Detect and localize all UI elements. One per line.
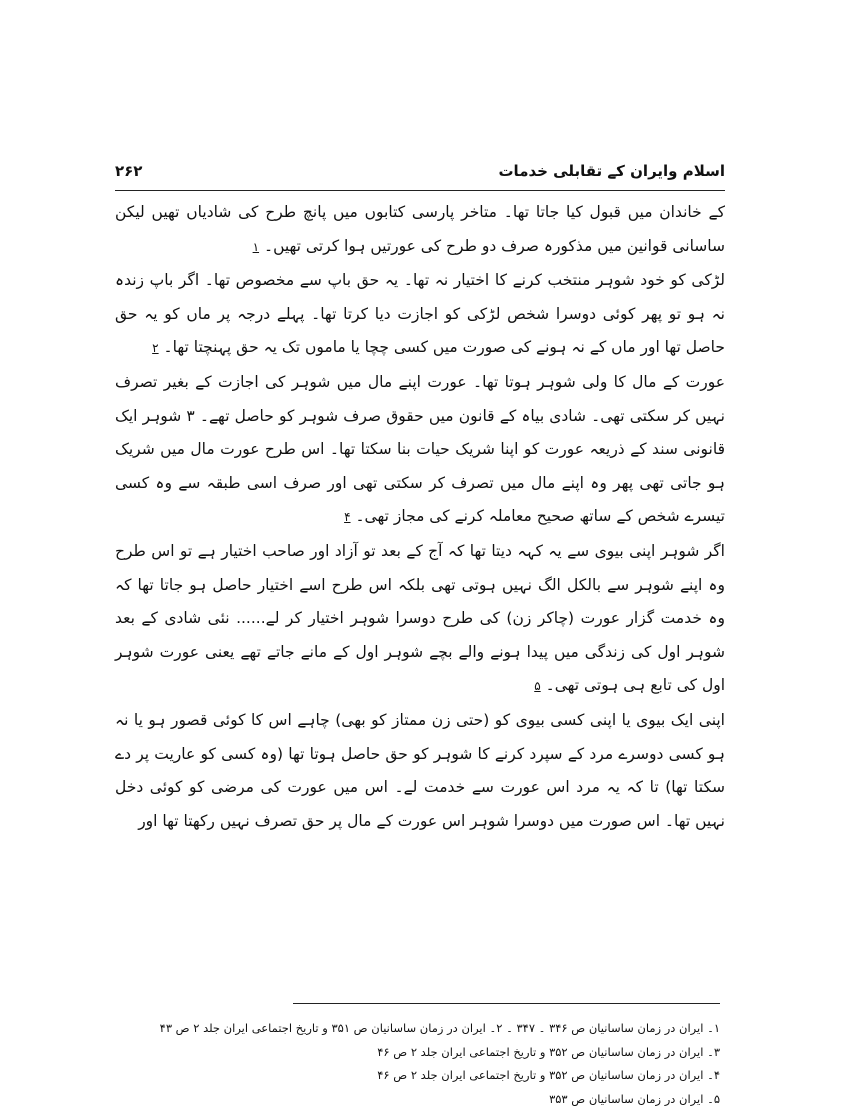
paragraph [115, 704, 725, 838]
body-text [115, 196, 725, 838]
paragraph-text: اگر شوہر اپنی بیوی سے یہ کہہ دیتا تھا کہ آج کے بعد تو آزاد اور صاحب اختیار ہے تو اس طرح وہ اپنے شوہر سے بالکل الگ نہیں ہوتی تھی بلکہ اس طرح اسے اختیار حاصل ہو جاتا تھا کہ وہ خدمت گزار عورت (چاکر زن) کی طرح دوسرا شوہر اختیار کر لے...... نئی شادی کے بعد شوہر اول کی زندگی میں پیدا ہونے والے بچے شوہر اول کے مانے جاتے تھے یعنی عورت شوہر اول کی تابع ہی ہوتی تھی۔ [115, 542, 725, 694]
running-header [115, 160, 725, 190]
paragraph-text: لڑکی کو خود شوہر منتخب کرنے کا اختیار نہ تھا۔ یہ حق باپ سے مخصوص تھا۔ اگر باپ زندہ نہ ہو تو پھر کوئی دوسرا شخص لڑکی کو اجازت دیا کرتا تھا۔ پہلے درجہ پر ماں کو یہ حق حاصل تھا اور ماں کے نہ ہونے کی صورت میں کسی چچا یا ماموں تک یہ حق پہنچتا تھا۔ [115, 271, 725, 356]
paragraph-text: اپنی ایک بیوی یا اپنی کسی بیوی کو (حتی زن ممتاز کو بھی) چاہے اس کا کوئی قصور ہو یا نہ ہو کسی دوسرے مرد کے سپرد کرنے کا شوہر کو حق حاصل ہوتا تھا (وہ کسی کو عاریت پر دے سکتا تھا) تا کہ یہ مرد اس عورت سے خدمت لے۔ اس میں عورت کی مرضی کو کوئی دخل نہیں تھا۔ اس صورت میں دوسرا شوہر اس عورت کے مال پر حق تصرف نہیں رکھتا تھا اور [115, 711, 725, 830]
footnote-ref: ۱ [253, 240, 259, 254]
footnote-rule [293, 1003, 720, 1004]
footnote: ۴۔ ایران در زمان ساسانیان ص ۳۵۲ و تاریخ اجتماعی ایران جلد ۲ ص ۴۶ [160, 1064, 720, 1088]
footnote-ref: ۴ [344, 510, 350, 524]
footnote: ۳۔ ایران در زمان ساسانیان ص ۳۵۲ و تاریخ اجتماعی ایران جلد ۲ ص ۴۶ [160, 1041, 720, 1065]
paragraph [115, 196, 725, 264]
footnote-ref: ۲ [152, 341, 158, 355]
paragraph [115, 535, 725, 704]
header-rule [115, 190, 725, 191]
page-number: ۲۶۲ [115, 162, 142, 180]
paragraph [115, 366, 725, 535]
footnote: ۱۔ ایران در زمان ساسانیان ص ۳۴۶ ۔ ۳۴۷ ۔ ۲۔ ایران در زمان ساسانیان ص ۳۵۱ و تاریخ اجتماعی ایران جلد ۲ ص ۴۳ [160, 1017, 720, 1041]
paragraph-text: عورت کے مال کا ولی شوہر ہوتا تھا۔ عورت اپنے مال میں شوہر کی اجازت کے بغیر تصرف نہیں کر سکتی تھی۔ شادی بیاہ کے قانون میں حقوق صرف شوہر کو حاصل تھے۔ ۳ شوہر ایک قانونی سند کے ذریعہ عورت کو اپنا شریک حیات بنا سکتا تھا۔ اس طرح عورت مال میں شریک ہو جاتی تھی پھر وہ اپنے مال میں تصرف کر سکتی تھی اور صرف اسی طبقہ سے وہ کسی تیسرے شخص کے ساتھ صحیح معاملہ کرنے کی مجاز تھی۔ [115, 373, 725, 525]
paragraph [115, 264, 725, 366]
footnote: ۵۔ ایران در زمان ساسانیان ص ۳۵۳ [160, 1088, 720, 1111]
header-title: اسلام وایران کے تقابلی خدمات [498, 162, 725, 180]
footnote-ref: ۵ [534, 679, 540, 693]
paragraph-text: کے خاندان میں قبول کیا جاتا تھا۔ متاخر پارسی کتابوں میں پانچ طرح کی شادیاں تھیں لیکن ساسانی قوانین میں مذکورہ صرف دو طرح کی عورتیں ہوا کرتی تھیں۔ [115, 203, 725, 255]
footnotes [160, 1017, 720, 1111]
